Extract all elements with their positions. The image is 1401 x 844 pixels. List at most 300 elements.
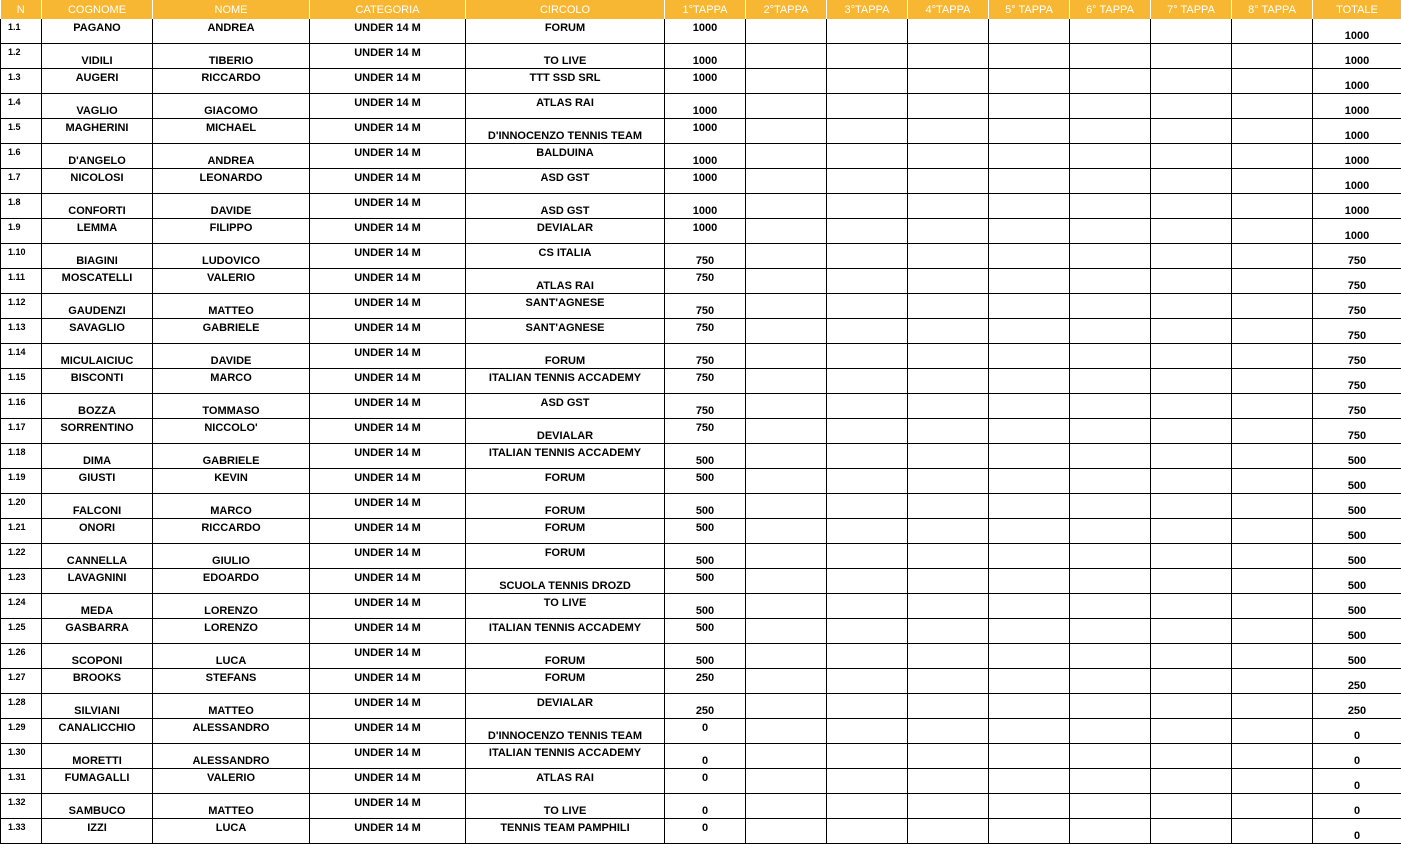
cell-t5: [989, 144, 1070, 169]
cell-t7: [1151, 619, 1232, 644]
cell-t5: [989, 594, 1070, 619]
cell-t4: [908, 394, 989, 419]
cell-t7: [1151, 444, 1232, 469]
cell-circolo: ASD GST: [466, 194, 665, 219]
cell-t8: [1232, 719, 1313, 744]
cell-t4: [908, 744, 989, 769]
cell-t3: [827, 794, 908, 819]
cell-nome: STEFANS: [153, 669, 310, 694]
cell-t5: [989, 794, 1070, 819]
cell-t8: [1232, 494, 1313, 519]
cell-t5: [989, 494, 1070, 519]
cell-categoria: UNDER 14 M: [310, 769, 466, 794]
cell-t4: [908, 694, 989, 719]
cell-t6: [1070, 719, 1151, 744]
table-row: [1, 394, 1401, 419]
cell-n: 1.1: [1, 19, 42, 44]
cell-t2: [746, 619, 827, 644]
cell-t3: [827, 144, 908, 169]
cell-categoria: UNDER 14 M: [310, 669, 466, 694]
cell-t2: [746, 194, 827, 219]
cell-t5: [989, 244, 1070, 269]
cell-t7: [1151, 369, 1232, 394]
cell-categoria: UNDER 14 M: [310, 719, 466, 744]
table-row: [1, 44, 1401, 69]
cell-categoria: UNDER 14 M: [310, 419, 466, 444]
cell-cognome: D'ANGELO: [42, 144, 153, 169]
cell-cognome: CANNELLA: [42, 544, 153, 569]
cell-t8: [1232, 344, 1313, 369]
column-header-3: NOME: [153, 0, 310, 19]
cell-t1: 1000: [665, 219, 746, 244]
cell-t3: [827, 319, 908, 344]
cell-nome: ALESSANDRO: [153, 744, 310, 769]
cell-nome: KEVIN: [153, 469, 310, 494]
cell-t8: [1232, 294, 1313, 319]
cell-t3: [827, 94, 908, 119]
cell-t6: [1070, 144, 1151, 169]
table-row: [1, 69, 1401, 94]
cell-t8: [1232, 194, 1313, 219]
column-header-14: TOTALE: [1313, 0, 1401, 19]
cell-t7: [1151, 769, 1232, 794]
cell-t7: [1151, 419, 1232, 444]
cell-nome: FILIPPO: [153, 219, 310, 244]
cell-t8: [1232, 669, 1313, 694]
cell-cognome: SORRENTINO: [42, 419, 153, 444]
cell-nome: GABRIELE: [153, 319, 310, 344]
cell-t6: [1070, 644, 1151, 669]
cell-categoria: UNDER 14 M: [310, 494, 466, 519]
cell-t4: [908, 669, 989, 694]
cell-cognome: VAGLIO: [42, 94, 153, 119]
cell-t6: [1070, 544, 1151, 569]
cell-n: 1.33: [1, 819, 42, 844]
cell-n: 1.31: [1, 769, 42, 794]
cell-t7: [1151, 694, 1232, 719]
cell-t7: [1151, 494, 1232, 519]
cell-nome: VALERIO: [153, 269, 310, 294]
cell-nome: NICCOLO': [153, 419, 310, 444]
cell-t1: 0: [665, 744, 746, 769]
cell-t4: [908, 219, 989, 244]
cell-totale: 1000: [1313, 169, 1401, 194]
cell-n: 1.16: [1, 394, 42, 419]
cell-t4: [908, 769, 989, 794]
table-row: [1, 294, 1401, 319]
cell-t3: [827, 344, 908, 369]
cell-t1: 750: [665, 269, 746, 294]
cell-cognome: SAVAGLIO: [42, 319, 153, 344]
cell-cognome: FALCONI: [42, 494, 153, 519]
cell-circolo: TO LIVE: [466, 794, 665, 819]
cell-t4: [908, 94, 989, 119]
cell-t8: [1232, 19, 1313, 44]
cell-t3: [827, 19, 908, 44]
cell-circolo: ASD GST: [466, 169, 665, 194]
cell-t8: [1232, 94, 1313, 119]
cell-t6: [1070, 219, 1151, 244]
cell-t2: [746, 69, 827, 94]
cell-categoria: UNDER 14 M: [310, 119, 466, 144]
cell-n: 1.19: [1, 469, 42, 494]
cell-t3: [827, 169, 908, 194]
cell-circolo: TO LIVE: [466, 594, 665, 619]
cell-circolo: ITALIAN TENNIS ACCADEMY: [466, 619, 665, 644]
cell-t8: [1232, 144, 1313, 169]
cell-circolo: TO LIVE: [466, 44, 665, 69]
cell-t2: [746, 44, 827, 69]
cell-t5: [989, 769, 1070, 794]
cell-t8: [1232, 369, 1313, 394]
cell-categoria: UNDER 14 M: [310, 19, 466, 44]
cell-t1: 0: [665, 794, 746, 819]
cell-t6: [1070, 319, 1151, 344]
cell-t6: [1070, 44, 1151, 69]
cell-circolo: TTT SSD SRL: [466, 69, 665, 94]
cell-t2: [746, 369, 827, 394]
cell-n: 1.23: [1, 569, 42, 594]
cell-t4: [908, 44, 989, 69]
cell-t5: [989, 544, 1070, 569]
cell-t1: 750: [665, 294, 746, 319]
cell-circolo: CS ITALIA: [466, 244, 665, 269]
cell-t7: [1151, 219, 1232, 244]
table-row: [1, 319, 1401, 344]
cell-circolo: TENNIS TEAM PAMPHILI: [466, 819, 665, 844]
cell-t3: [827, 669, 908, 694]
cell-cognome: GIUSTI: [42, 469, 153, 494]
cell-t3: [827, 644, 908, 669]
cell-t6: [1070, 294, 1151, 319]
table-row: [1, 144, 1401, 169]
cell-t5: [989, 394, 1070, 419]
cell-t7: [1151, 119, 1232, 144]
cell-t1: 1000: [665, 94, 746, 119]
cell-n: 1.29: [1, 719, 42, 744]
cell-t7: [1151, 544, 1232, 569]
cell-t5: [989, 619, 1070, 644]
cell-t5: [989, 419, 1070, 444]
cell-t6: [1070, 669, 1151, 694]
cell-categoria: UNDER 14 M: [310, 444, 466, 469]
cell-nome: RICCARDO: [153, 69, 310, 94]
cell-circolo: FORUM: [466, 19, 665, 44]
cell-cognome: MICULAICIUC: [42, 344, 153, 369]
cell-categoria: UNDER 14 M: [310, 319, 466, 344]
cell-totale: 1000: [1313, 69, 1401, 94]
table-row: [1, 644, 1401, 669]
cell-circolo: ASD GST: [466, 394, 665, 419]
cell-t2: [746, 19, 827, 44]
cell-t4: [908, 519, 989, 544]
cell-n: 1.10: [1, 244, 42, 269]
cell-t6: [1070, 444, 1151, 469]
header-row: [1, 0, 1401, 19]
table-row: [1, 694, 1401, 719]
cell-categoria: UNDER 14 M: [310, 694, 466, 719]
cell-t5: [989, 319, 1070, 344]
cell-cognome: SILVIANI: [42, 694, 153, 719]
cell-nome: MATTEO: [153, 794, 310, 819]
table-row: [1, 19, 1401, 44]
cell-circolo: FORUM: [466, 494, 665, 519]
cell-t5: [989, 569, 1070, 594]
cell-t4: [908, 119, 989, 144]
cell-categoria: UNDER 14 M: [310, 69, 466, 94]
cell-t4: [908, 619, 989, 644]
cell-circolo: FORUM: [466, 469, 665, 494]
cell-totale: 500: [1313, 644, 1401, 669]
cell-cognome: LEMMA: [42, 219, 153, 244]
cell-categoria: UNDER 14 M: [310, 469, 466, 494]
cell-t6: [1070, 94, 1151, 119]
cell-t4: [908, 69, 989, 94]
cell-circolo: ATLAS RAI: [466, 769, 665, 794]
cell-t6: [1070, 419, 1151, 444]
cell-t7: [1151, 819, 1232, 844]
cell-nome: LORENZO: [153, 594, 310, 619]
cell-nome: MARCO: [153, 369, 310, 394]
cell-t2: [746, 444, 827, 469]
cell-t1: 750: [665, 369, 746, 394]
cell-t7: [1151, 44, 1232, 69]
cell-cognome: VIDILI: [42, 44, 153, 69]
cell-circolo: SANT'AGNESE: [466, 319, 665, 344]
cell-categoria: UNDER 14 M: [310, 269, 466, 294]
cell-t2: [746, 419, 827, 444]
cell-t7: [1151, 644, 1232, 669]
cell-t4: [908, 419, 989, 444]
cell-nome: ALESSANDRO: [153, 719, 310, 744]
cell-t3: [827, 494, 908, 519]
cell-nome: MATTEO: [153, 294, 310, 319]
cell-t2: [746, 569, 827, 594]
cell-t8: [1232, 394, 1313, 419]
cell-t7: [1151, 669, 1232, 694]
table-row: [1, 169, 1401, 194]
cell-t2: [746, 594, 827, 619]
cell-t2: [746, 719, 827, 744]
cell-totale: 0: [1313, 794, 1401, 819]
cell-t3: [827, 369, 908, 394]
cell-circolo: FORUM: [466, 344, 665, 369]
cell-t1: 500: [665, 619, 746, 644]
cell-t2: [746, 119, 827, 144]
cell-cognome: FUMAGALLI: [42, 769, 153, 794]
cell-circolo: ATLAS RAI: [466, 269, 665, 294]
cell-t4: [908, 594, 989, 619]
cell-t6: [1070, 819, 1151, 844]
cell-t2: [746, 744, 827, 769]
cell-t2: [746, 494, 827, 519]
cell-t6: [1070, 469, 1151, 494]
cell-t6: [1070, 69, 1151, 94]
table-row: [1, 569, 1401, 594]
cell-n: 1.21: [1, 519, 42, 544]
cell-nome: LUCA: [153, 644, 310, 669]
cell-n: 1.25: [1, 619, 42, 644]
cell-t6: [1070, 344, 1151, 369]
cell-t2: [746, 794, 827, 819]
cell-t7: [1151, 294, 1232, 319]
cell-t5: [989, 444, 1070, 469]
cell-t3: [827, 544, 908, 569]
cell-t6: [1070, 744, 1151, 769]
cell-totale: 0: [1313, 769, 1401, 794]
cell-nome: EDOARDO: [153, 569, 310, 594]
cell-totale: 1000: [1313, 94, 1401, 119]
cell-t8: [1232, 544, 1313, 569]
cell-t8: [1232, 469, 1313, 494]
cell-totale: 750: [1313, 294, 1401, 319]
cell-categoria: UNDER 14 M: [310, 594, 466, 619]
cell-t5: [989, 194, 1070, 219]
cell-t5: [989, 269, 1070, 294]
cell-totale: 500: [1313, 469, 1401, 494]
cell-totale: 750: [1313, 319, 1401, 344]
table-row: [1, 619, 1401, 644]
cell-t7: [1151, 469, 1232, 494]
cell-totale: 500: [1313, 494, 1401, 519]
cell-t7: [1151, 244, 1232, 269]
cell-categoria: UNDER 14 M: [310, 744, 466, 769]
cell-t3: [827, 219, 908, 244]
cell-n: 1.15: [1, 369, 42, 394]
cell-t5: [989, 169, 1070, 194]
cell-circolo: FORUM: [466, 544, 665, 569]
cell-cognome: GASBARRA: [42, 619, 153, 644]
cell-t5: [989, 719, 1070, 744]
cell-t3: [827, 194, 908, 219]
cell-t6: [1070, 169, 1151, 194]
cell-totale: 1000: [1313, 44, 1401, 69]
cell-nome: TIBERIO: [153, 44, 310, 69]
cell-totale: 1000: [1313, 194, 1401, 219]
cell-n: 1.22: [1, 544, 42, 569]
cell-t7: [1151, 19, 1232, 44]
cell-t3: [827, 69, 908, 94]
cell-totale: 750: [1313, 344, 1401, 369]
cell-t2: [746, 519, 827, 544]
cell-t6: [1070, 394, 1151, 419]
cell-totale: 500: [1313, 594, 1401, 619]
table-row: [1, 194, 1401, 219]
table-body: [1, 19, 1401, 844]
cell-categoria: UNDER 14 M: [310, 169, 466, 194]
cell-t5: [989, 94, 1070, 119]
cell-t7: [1151, 194, 1232, 219]
cell-cognome: CANALICCHIO: [42, 719, 153, 744]
cell-t4: [908, 469, 989, 494]
cell-totale: 750: [1313, 244, 1401, 269]
cell-t5: [989, 294, 1070, 319]
cell-categoria: UNDER 14 M: [310, 94, 466, 119]
cell-totale: 250: [1313, 694, 1401, 719]
cell-categoria: UNDER 14 M: [310, 544, 466, 569]
cell-t1: 500: [665, 644, 746, 669]
cell-t8: [1232, 644, 1313, 669]
cell-t4: [908, 244, 989, 269]
cell-circolo: FORUM: [466, 644, 665, 669]
cell-t7: [1151, 344, 1232, 369]
cell-categoria: UNDER 14 M: [310, 644, 466, 669]
cell-t7: [1151, 94, 1232, 119]
cell-t4: [908, 344, 989, 369]
cell-t6: [1070, 794, 1151, 819]
cell-cognome: PAGANO: [42, 19, 153, 44]
cell-t1: 1000: [665, 44, 746, 69]
cell-t1: 0: [665, 819, 746, 844]
cell-nome: ANDREA: [153, 144, 310, 169]
cell-t1: 250: [665, 669, 746, 694]
cell-circolo: DEVIALAR: [466, 219, 665, 244]
cell-t5: [989, 119, 1070, 144]
cell-t4: [908, 794, 989, 819]
cell-circolo: ATLAS RAI: [466, 94, 665, 119]
cell-t8: [1232, 444, 1313, 469]
cell-t3: [827, 394, 908, 419]
cell-t6: [1070, 119, 1151, 144]
cell-t1: 500: [665, 469, 746, 494]
cell-cognome: SCOPONI: [42, 644, 153, 669]
table-row: [1, 819, 1401, 844]
cell-t3: [827, 119, 908, 144]
cell-t2: [746, 344, 827, 369]
cell-n: 1.9: [1, 219, 42, 244]
cell-cognome: MORETTI: [42, 744, 153, 769]
cell-t1: 1000: [665, 69, 746, 94]
cell-nome: MICHAEL: [153, 119, 310, 144]
cell-circolo: SCUOLA TENNIS DROZD: [466, 569, 665, 594]
cell-n: 1.8: [1, 194, 42, 219]
table-row: [1, 669, 1401, 694]
cell-categoria: UNDER 14 M: [310, 619, 466, 644]
cell-nome: GABRIELE: [153, 444, 310, 469]
cell-t1: 1000: [665, 194, 746, 219]
cell-t8: [1232, 819, 1313, 844]
table-row: [1, 269, 1401, 294]
cell-t6: [1070, 269, 1151, 294]
cell-t2: [746, 244, 827, 269]
cell-t8: [1232, 169, 1313, 194]
table-row: [1, 94, 1401, 119]
cell-t4: [908, 294, 989, 319]
cell-t5: [989, 819, 1070, 844]
cell-nome: VALERIO: [153, 769, 310, 794]
column-header-11: 6° TAPPA: [1070, 0, 1151, 19]
cell-circolo: ITALIAN TENNIS ACCADEMY: [466, 744, 665, 769]
cell-t3: [827, 719, 908, 744]
cell-totale: 1000: [1313, 219, 1401, 244]
cell-t8: [1232, 619, 1313, 644]
column-header-5: CIRCOLO: [466, 0, 665, 19]
table-row: [1, 769, 1401, 794]
cell-totale: 500: [1313, 544, 1401, 569]
cell-categoria: UNDER 14 M: [310, 294, 466, 319]
cell-t3: [827, 769, 908, 794]
cell-t6: [1070, 194, 1151, 219]
cell-circolo: DEVIALAR: [466, 419, 665, 444]
cell-t6: [1070, 769, 1151, 794]
table-row: [1, 519, 1401, 544]
cell-nome: ANDREA: [153, 19, 310, 44]
cell-t8: [1232, 269, 1313, 294]
cell-nome: TOMMASO: [153, 394, 310, 419]
cell-nome: MARCO: [153, 494, 310, 519]
cell-t8: [1232, 769, 1313, 794]
cell-t3: [827, 819, 908, 844]
